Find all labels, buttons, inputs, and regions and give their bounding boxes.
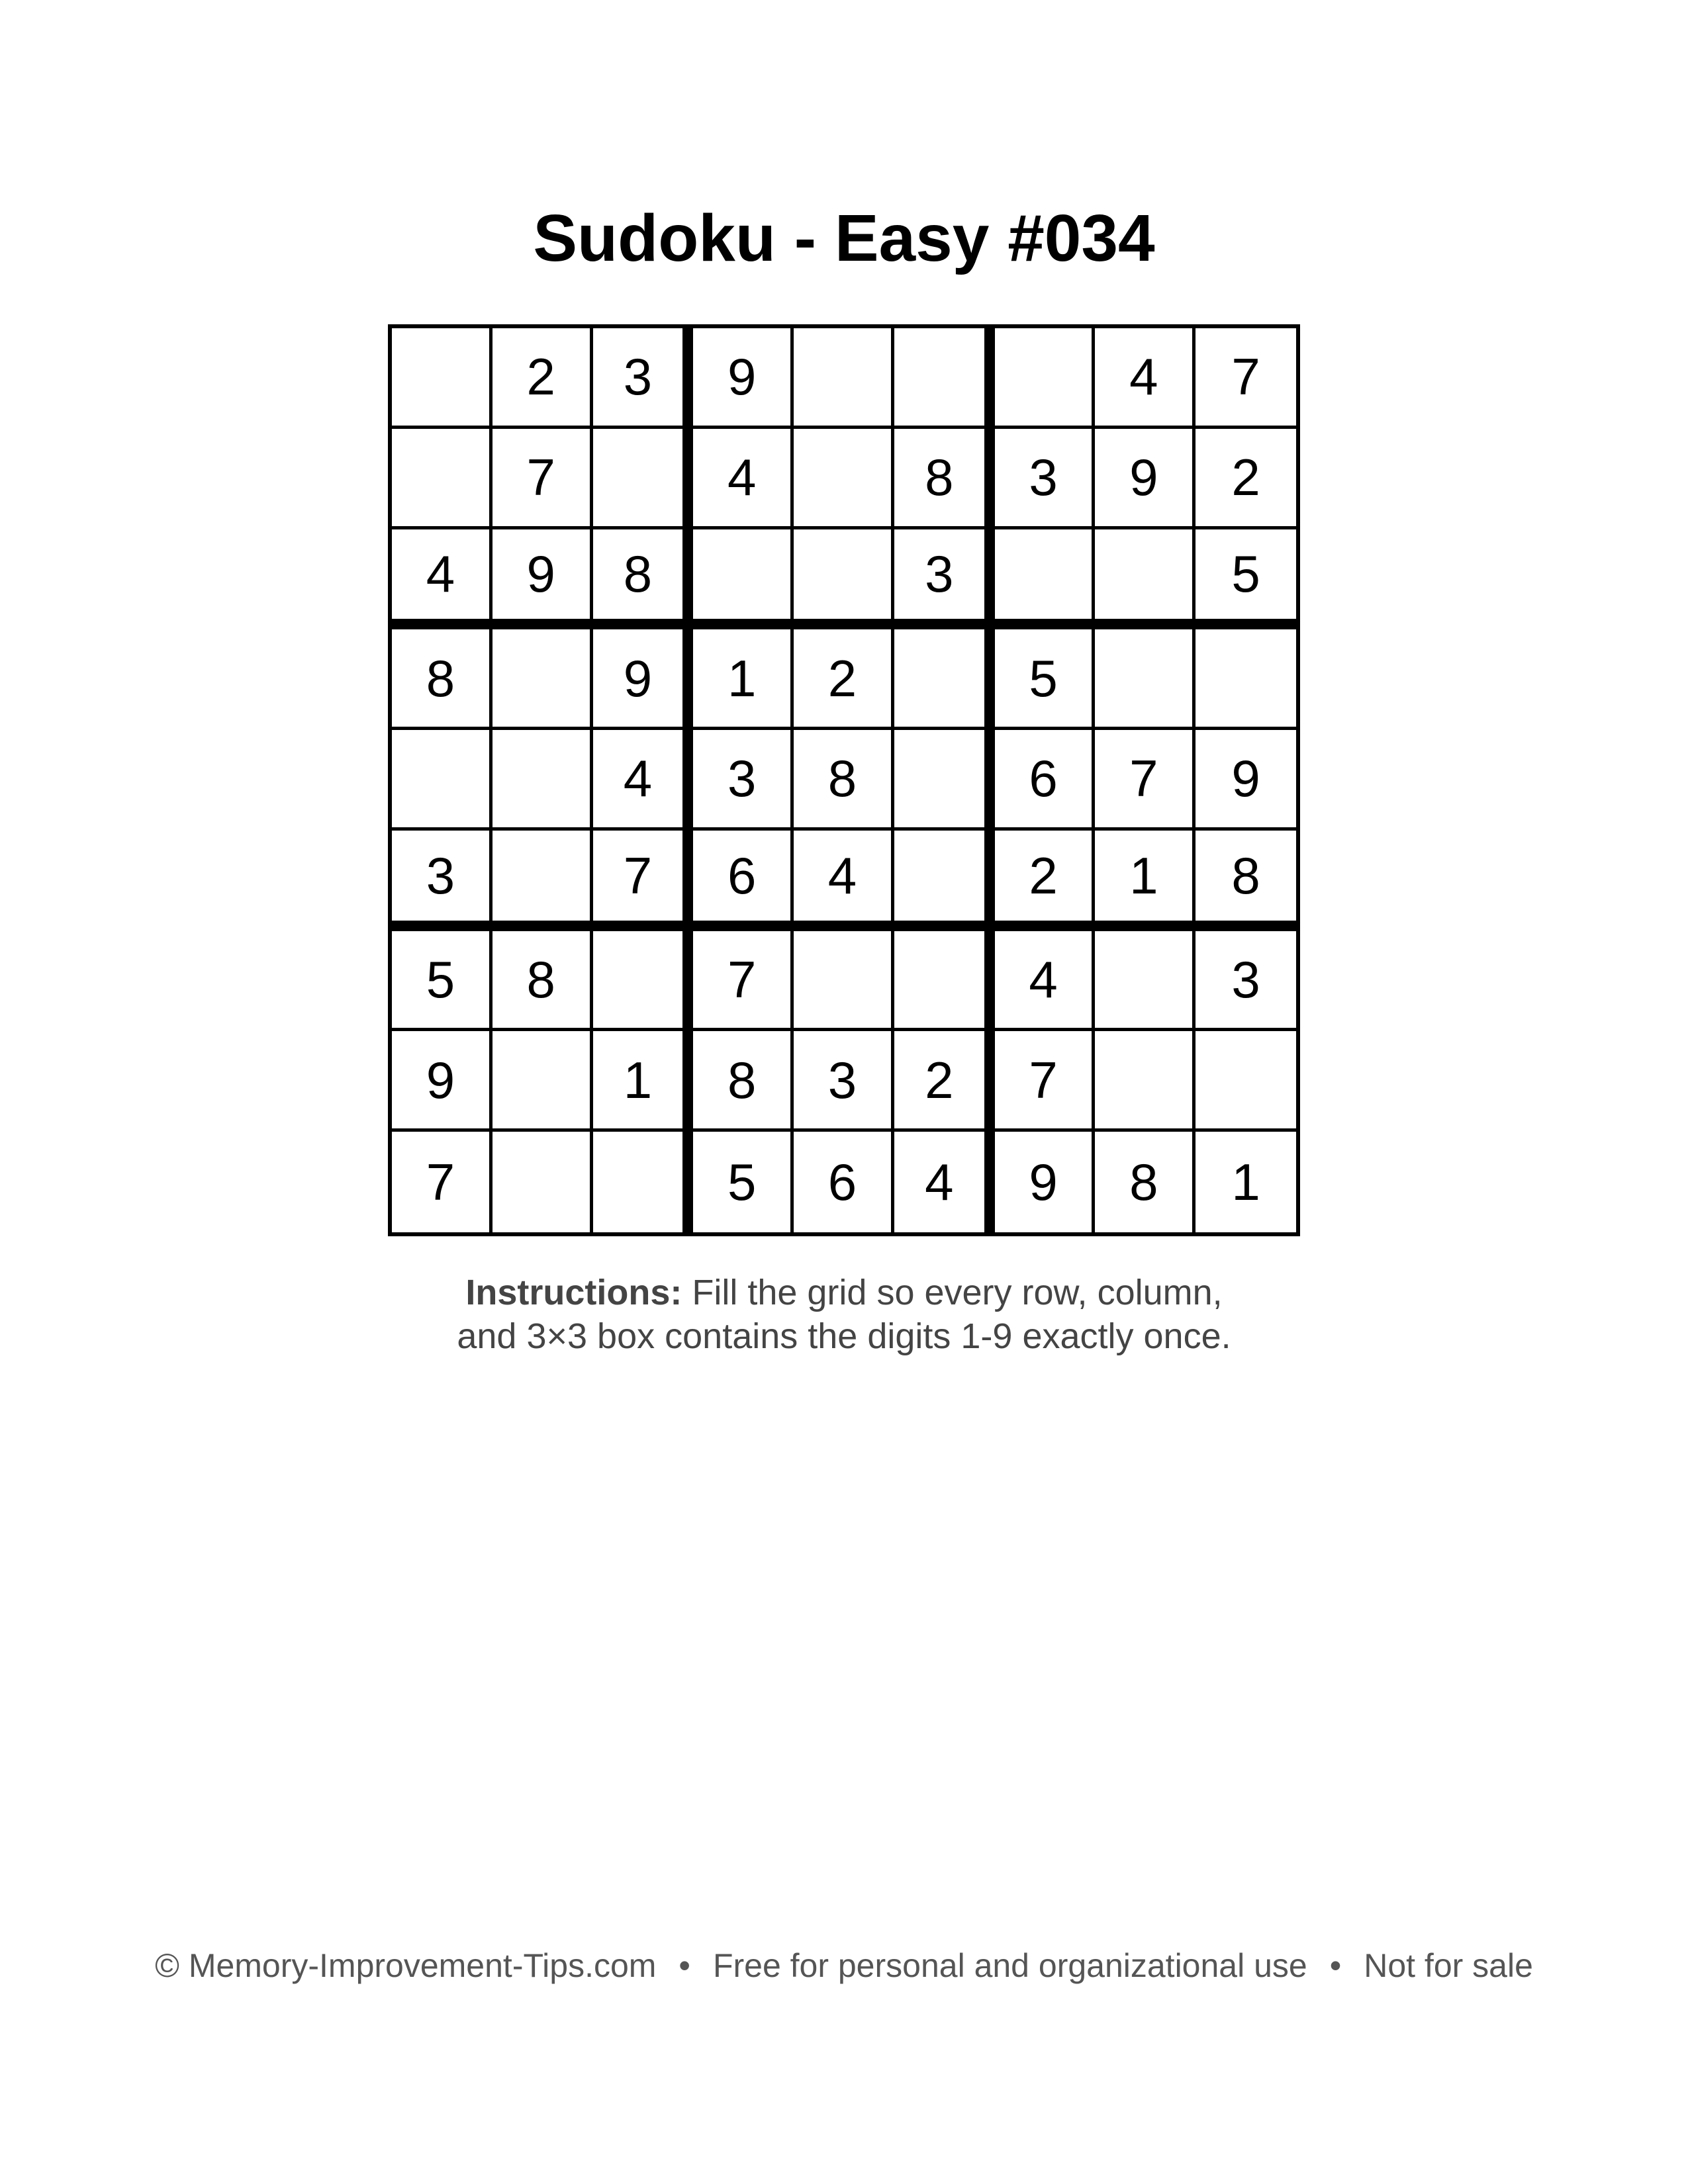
given-cell: 7 xyxy=(593,831,694,931)
given-cell: 6 xyxy=(693,831,794,931)
given-cell: 1 xyxy=(693,629,794,730)
given-cell: 1 xyxy=(593,1031,694,1132)
instructions-label: Instructions: xyxy=(465,1273,682,1312)
given-cell: 5 xyxy=(995,629,1096,730)
empty-cell[interactable] xyxy=(794,328,894,429)
given-cell: 5 xyxy=(693,1132,794,1232)
instructions-line-1 xyxy=(0,1271,1688,1314)
footer-separator: • xyxy=(1329,1947,1342,1984)
given-cell: 3 xyxy=(693,730,794,831)
given-cell: 2 xyxy=(794,629,894,730)
given-cell: 3 xyxy=(894,529,995,630)
sudoku-grid xyxy=(388,324,1300,1236)
given-cell: 8 xyxy=(492,931,593,1032)
given-cell: 2 xyxy=(1196,429,1296,529)
empty-cell[interactable] xyxy=(492,1031,593,1132)
given-cell: 9 xyxy=(392,1031,492,1132)
given-cell: 7 xyxy=(1095,730,1196,831)
footer-notice: Not for sale xyxy=(1364,1947,1533,1984)
given-cell: 8 xyxy=(794,730,894,831)
empty-cell[interactable] xyxy=(794,529,894,630)
empty-cell[interactable] xyxy=(492,1132,593,1232)
given-cell: 2 xyxy=(492,328,593,429)
empty-cell[interactable] xyxy=(693,529,794,630)
empty-cell[interactable] xyxy=(593,931,694,1032)
instructions xyxy=(0,1271,1688,1358)
given-cell: 8 xyxy=(392,629,492,730)
empty-cell[interactable] xyxy=(1095,529,1196,630)
given-cell: 6 xyxy=(794,1132,894,1232)
empty-cell[interactable] xyxy=(1095,629,1196,730)
empty-cell[interactable] xyxy=(1095,1031,1196,1132)
given-cell: 9 xyxy=(492,529,593,630)
given-cell: 7 xyxy=(392,1132,492,1232)
footer-license: Free for personal and organizational use xyxy=(712,1947,1307,1984)
given-cell: 4 xyxy=(894,1132,995,1232)
instructions-text-1: Fill the grid so every row, column, xyxy=(682,1273,1223,1312)
given-cell: 7 xyxy=(995,1031,1096,1132)
given-cell: 7 xyxy=(693,931,794,1032)
given-cell: 4 xyxy=(995,931,1096,1032)
empty-cell[interactable] xyxy=(492,730,593,831)
given-cell: 1 xyxy=(1231,1153,1260,1212)
empty-cell[interactable] xyxy=(1196,1031,1296,1132)
empty-cell[interactable] xyxy=(392,730,492,831)
given-cell: 8 xyxy=(894,429,995,529)
given-cell: 3 xyxy=(593,328,694,429)
given-cell: 8 xyxy=(1196,831,1296,931)
footer xyxy=(0,1946,1688,1985)
given-cell: 8 xyxy=(1095,1132,1196,1232)
given-cell: 3 xyxy=(794,1031,894,1132)
empty-cell[interactable] xyxy=(794,931,894,1032)
given-cell: 9 xyxy=(593,629,694,730)
empty-cell[interactable] xyxy=(894,931,995,1032)
given-cell: 9 xyxy=(1095,429,1196,529)
empty-cell[interactable] xyxy=(392,429,492,529)
given-cell: 4 xyxy=(593,730,694,831)
given-cell: 4 xyxy=(794,831,894,931)
given-cell: 8 xyxy=(593,529,694,630)
empty-cell[interactable] xyxy=(894,328,995,429)
given-cell: 6 xyxy=(995,730,1096,831)
given-cell: 9 xyxy=(995,1132,1096,1232)
given-cell: 3 xyxy=(1196,931,1296,1032)
given-cell: 5 xyxy=(392,931,492,1032)
instructions-line-2: and 3×3 box contains the digits 1-9 exactly once. xyxy=(457,1316,1231,1356)
footer-separator: • xyxy=(679,1947,690,1984)
empty-cell[interactable] xyxy=(894,629,995,730)
given-cell: 7 xyxy=(1196,328,1296,429)
empty-cell[interactable] xyxy=(995,328,1096,429)
empty-cell[interactable] xyxy=(1095,931,1196,1032)
empty-cell[interactable] xyxy=(894,730,995,831)
given-cell: 3 xyxy=(392,831,492,931)
given-cell: 3 xyxy=(995,429,1096,529)
empty-cell[interactable] xyxy=(593,429,694,529)
empty-cell[interactable] xyxy=(392,328,492,429)
given-cell: 7 xyxy=(492,429,593,529)
given-cell: 9 xyxy=(1196,730,1296,831)
empty-cell[interactable] xyxy=(492,831,593,931)
page-title: Sudoku - Easy #034 xyxy=(533,201,1155,275)
given-cell: 4 xyxy=(392,529,492,630)
given-cell: 1 xyxy=(1095,831,1196,931)
empty-cell[interactable] xyxy=(794,429,894,529)
empty-cell[interactable] xyxy=(492,629,593,730)
empty-cell[interactable] xyxy=(995,529,1096,630)
given-cell: 2 xyxy=(894,1031,995,1132)
given-cell: 4 xyxy=(693,429,794,529)
given-cell: 9 xyxy=(693,328,794,429)
empty-cell[interactable] xyxy=(894,831,995,931)
empty-cell[interactable] xyxy=(1196,629,1296,730)
given-cell: 8 xyxy=(693,1031,794,1132)
given-cell: 5 xyxy=(1196,529,1296,630)
given-cell: 4 xyxy=(1095,328,1196,429)
given-cell: 2 xyxy=(995,831,1096,931)
footer-copyright: © Memory-Improvement-Tips.com xyxy=(155,1947,657,1984)
empty-cell[interactable] xyxy=(593,1132,694,1232)
